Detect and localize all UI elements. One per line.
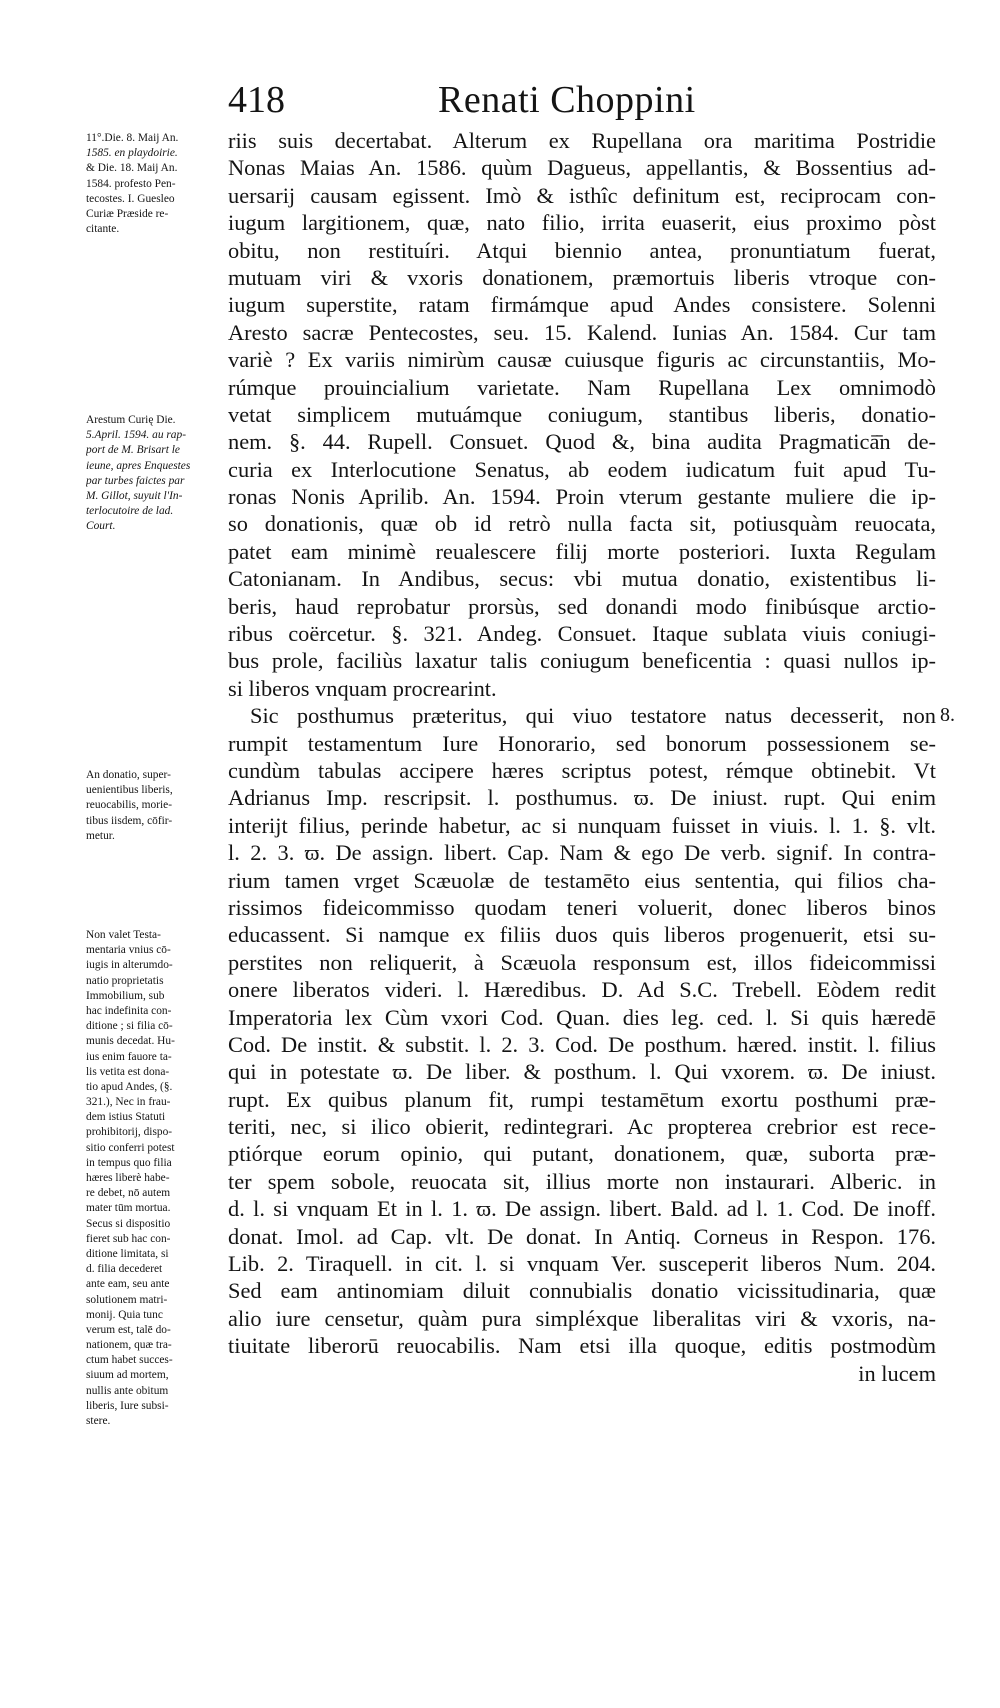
margin-note-line: ditione limitata, si <box>86 1247 169 1260</box>
margin-note-line: ditione ; si filia cō- <box>86 1020 173 1033</box>
margin-note-4 <box>86 928 222 1429</box>
margin-note-line: siuum ad mortem, <box>86 1369 169 1382</box>
text-line: nem. §. 44. Rupell. Consuet. Quod &, bina audita Pragmaticā̄n de- <box>228 429 936 455</box>
margin-note-line: tibus iisdem, cōfir- <box>86 814 173 827</box>
running-title: Renati Choppini <box>438 79 696 121</box>
text-line: ronas Nonis Aprilib. An. 1594. Proin vterum gestante muliere die ip- <box>228 484 936 510</box>
text-line: Adrianus Imp. rescripsit. l. posthumus. ϖ. De iniust. rupt. Qui enim <box>228 785 936 811</box>
margin-note-2 <box>86 413 222 535</box>
margin-note-line: nullis ante obitum <box>86 1384 169 1397</box>
margin-note-1 <box>86 131 222 237</box>
margin-note-line: monij. Quia tunc <box>86 1308 163 1321</box>
text-line: alio iure censetur, quàm pura simpléxque liberalitas viri & vxoris, na- <box>228 1305 936 1331</box>
margin-note-line: port de M. Brisart le <box>86 444 180 457</box>
margin-note-line: sitio conferri potest <box>86 1141 175 1154</box>
text-line: l. 2. 3. ϖ. De assign. libert. Cap. Nam & ego De verb. signif. In contra- <box>228 840 936 866</box>
margin-note-line: munis decedat. Hu- <box>86 1035 175 1048</box>
text-line: iugum superstite, ratam firmámque apud Andes consistere. Solenni <box>228 292 936 318</box>
text-line: bus prole, faciliùs laxatur talis coniugum beneficentia : quasi nullos ip- <box>228 648 936 674</box>
margin-note-line: ante eam, seu ante <box>86 1278 170 1291</box>
text-line: rúmque prouincialium varietate. Nam Rupellana Lex omnimodò <box>228 374 936 400</box>
margin-note-line: d. filia decederet <box>86 1263 163 1276</box>
margin-note-line: Secus si dispositio <box>86 1217 171 1230</box>
text-line: d. l. si vnquam Et in l. 1. ϖ. De assign. libert. Bald. ad l. 1. Cod. De inoff. <box>228 1196 936 1222</box>
margin-note-line: stere. <box>86 1415 111 1427</box>
page-number: 418 <box>228 79 285 121</box>
margin-note-line: hæres liberè habe- <box>86 1172 170 1184</box>
margin-note-line: An donatio, super- <box>86 769 171 781</box>
margin-note-line: metur. <box>86 829 115 842</box>
margin-note-line: 1585. en playdoirie. <box>86 147 178 160</box>
text-line: uersarij causam egissent. Imò & isthîc definitum est, reciprocam con- <box>228 182 936 208</box>
margin-note-line: tio apud Andes, (§. <box>86 1080 173 1093</box>
margin-note-line: natio proprietatis <box>86 974 164 987</box>
catchword: in lucem <box>858 1360 936 1386</box>
text-line: Sed eam antinomiam diluit connubialis donatio vicissitudinaria, quæ <box>228 1278 936 1304</box>
text-line: Aresto sacræ Pentecostes, seu. 15. Kalend. Iunias An. 1584. Cur tam <box>228 319 936 345</box>
text-line: vetat simplicem mutuámque coniugum, stantibus liberis, donatio- <box>228 401 936 427</box>
margin-note-line: par turbes faictes par <box>86 474 185 487</box>
margin-note-line: mentaria vnius cō- <box>86 944 171 957</box>
margin-note-line: in tempus quo filia <box>86 1156 172 1169</box>
main-text-column <box>228 127 936 1387</box>
text-line: Lib. 2. Tiraquell. in cit. l. si vnquam Ver. susceperit liberos Num. 204. <box>228 1251 936 1277</box>
text-line: Catonianam. In Andibus, secus: vbi mutua donatio, existentibus li- <box>228 566 936 592</box>
margin-note-line: ieune, apres Enquestes <box>86 459 191 472</box>
text-line: variè ? Ex variis nimirùm causæ cuiusque figuris ac circunstantiis, Mo- <box>228 347 936 373</box>
text-line: mutuam viri & vxoris donationem, præmortuis liberis vtroque con- <box>228 264 936 290</box>
text-line: rupt. Ex quibus planum fit, rumpi testamētum exortu posthumi præ- <box>228 1086 936 1112</box>
text-line: ptiórque eorum opinio, qui putant, donationem, quæ, suborta præ- <box>228 1141 936 1167</box>
margin-note-line: verum est, talē do- <box>86 1323 171 1336</box>
text-line: ter spem sobole, reuocata sit, illius morte non instaurari. Alberic. in <box>228 1168 936 1194</box>
text-line: tiuitate liberorū reuocabilis. Nam etsi illa quoque, editis postmodùm <box>228 1333 936 1359</box>
text-line: Nonas Maias An. 1586. quùm Dagueus, appellantis, & Bossentius ad- <box>228 155 936 181</box>
text-line: iugum largitionem, quæ, nato filio, irrita euaserit, eius proximo pòst <box>228 210 936 236</box>
section-number: 8. <box>940 704 955 726</box>
margin-note-line: citante. <box>86 223 120 236</box>
margin-note-line: liberis, Iure subsi- <box>86 1399 169 1412</box>
text-line: teriti, nec, si ilico obierit, redintegrari. Ac propterea crebrior est rece- <box>228 1114 936 1140</box>
page-header <box>228 78 768 134</box>
margin-note-line: ius enim fauore ta- <box>86 1050 172 1063</box>
margin-note-line: ctum habet succes- <box>86 1354 173 1367</box>
margin-note-line: Curiæ Præside re- <box>86 207 169 220</box>
text-line: donat. Imol. ad Cap. vlt. De donat. In Antiq. Corneus in Respon. 176. <box>228 1223 936 1249</box>
margin-note-line: uenientibus liberis, <box>86 784 173 797</box>
margin-note-line: dem istius Statuti <box>86 1111 166 1124</box>
text-line: riis suis decertabat. Alterum ex Rupellana ora maritima Postridie <box>228 128 936 153</box>
text-line: si liberos vnquam procrearint. <box>228 675 497 701</box>
margin-note-line: re debet, nō autem <box>86 1187 171 1200</box>
text-line: onere liberatos videri. l. Hæredibus. D. Ad S.C. Trebell. Eòdem redit <box>228 977 936 1003</box>
margin-note-line: prohibitorij, dispo- <box>86 1126 173 1139</box>
margin-note-line: Immobilium, sub <box>86 989 165 1002</box>
text-line: rumpit testamentum Iure Honorario, sed bonorum possessionem se- <box>228 730 936 756</box>
text-line: qui in potestate ϖ. De liber. & posthum. l. Qui vxorem. ϖ. De iniust. <box>228 1059 936 1085</box>
text-line: obitu, non restituíri. Atqui biennio antea, pronuntiatum fuerat, <box>228 237 936 263</box>
margin-note-line: solutionem matri- <box>86 1293 168 1306</box>
text-line: Cod. De instit. & substit. l. 2. 3. Cod. De posthum. hæred. instit. l. filius <box>228 1031 936 1057</box>
margin-note-line: reuocabilis, morie- <box>86 799 173 812</box>
margin-note-line: hac indefinita con- <box>86 1004 172 1017</box>
text-line: curia ex Interlocutione Senatus, ab eodem iudicatum fuit apud Tu- <box>228 456 936 482</box>
margin-note-line: 1584. profesto Pen- <box>86 177 176 190</box>
margin-note-line: Arestum Curię Die. <box>86 414 176 426</box>
text-line: cundùm tabulas accipere hæres scriptus potest, rémque obtinebit. Vt <box>228 757 936 783</box>
text-line: rissimos fideicommisso quodam teneri voluerit, donec liberos binos <box>228 894 936 920</box>
margin-note-line: mater tūm mortua. <box>86 1202 171 1215</box>
margin-note-line: lis vetita est dona- <box>86 1065 170 1078</box>
margin-note-line: Court. <box>86 520 116 533</box>
margin-note-line: fieret sub hac con- <box>86 1232 171 1245</box>
text-line: so donationis, quæ ob id retrò nulla facta sit, potiusquàm reuocata, <box>228 511 936 537</box>
text-line: interijt filius, perinde habetur, ac si nunquam fuisset in viuis. l. 1. §. vlt. <box>228 812 936 838</box>
text-line: Sic posthumus præteritus, qui viuo testatore natus decesserit, non <box>250 703 936 729</box>
margin-note-line: nationem, quæ tra- <box>86 1339 172 1352</box>
text-line: rium tamen vrget Scæuolæ de testamēto eius sententia, qui filios cha- <box>228 867 936 893</box>
text-line: educassent. Si namque ex filiis duos quis liberos progenuerit, etsi su- <box>228 922 936 948</box>
margin-note-line: 321.), Nec in frau- <box>86 1096 171 1109</box>
margin-note-line: iugis in alterumdo- <box>86 959 173 972</box>
margin-note-line: M. Gillot, suyuit l'In- <box>86 489 183 502</box>
margin-note-line: & Die. 18. Maij An. <box>86 162 178 175</box>
text-line: perstites non reliquerit, à Scæuola responsum est, illos fideicommissi <box>228 949 936 975</box>
margin-note-line: Non valet Testa- <box>86 929 161 941</box>
margin-note-line: 11°.Die. 8. Maij An. <box>86 132 179 144</box>
margin-note-line: 5.April. 1594. au rap- <box>86 429 186 442</box>
margin-note-3 <box>86 768 222 844</box>
text-line: patet eam minimè reualescere filij morte posteriori. Iuxta Regulam <box>228 538 936 564</box>
text-line: ribus coërcetur. §. 321. Andeg. Consuet. Itaque sublata viuis coniugi- <box>228 621 936 647</box>
text-line: Imperatoria lex Cùm vxori Cod. Quan. dies leg. ced. l. Si quis hæredē <box>228 1004 936 1030</box>
margin-note-line: tecostes. I. Guesleo <box>86 192 175 205</box>
text-line: beris, haud reprobatur prorsùs, sed donandi modo finibúsque arctio- <box>228 593 936 619</box>
margin-note-line: terlocutoire de lad. <box>86 505 174 518</box>
